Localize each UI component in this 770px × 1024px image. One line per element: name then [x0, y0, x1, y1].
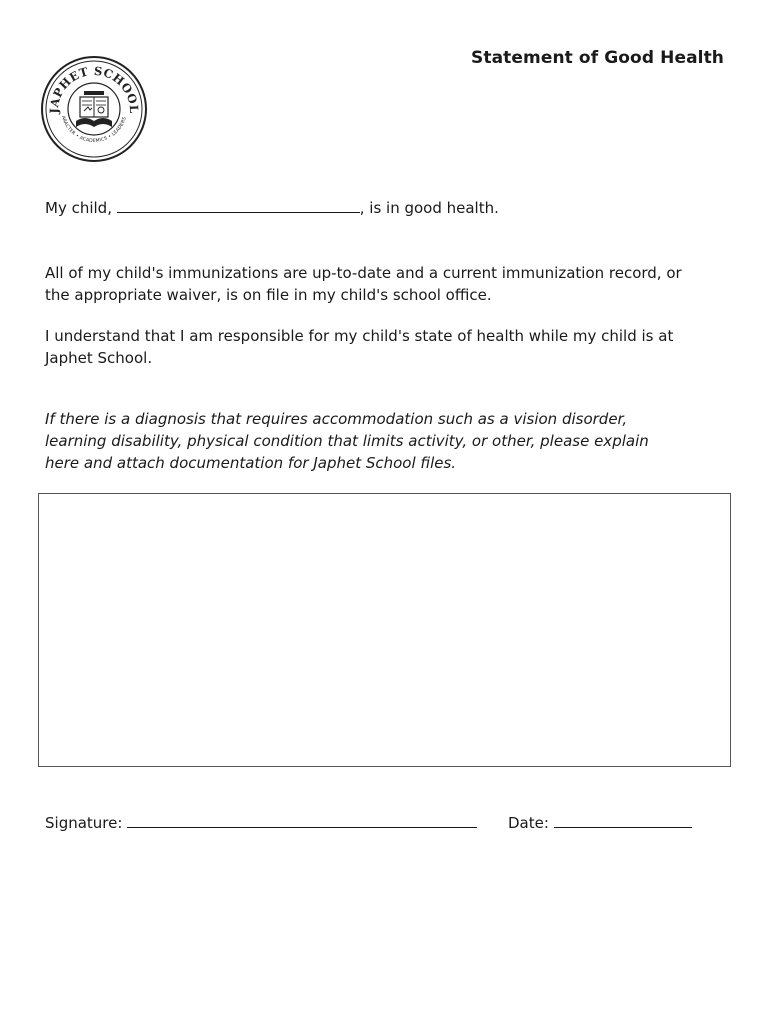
paragraph-line: I understand that I am responsible for my child's state of health while my child is at	[45, 327, 674, 345]
child-line-prefix: My child,	[45, 199, 117, 217]
child-name-field[interactable]	[117, 195, 360, 213]
seal-top-text: JAPHET SCHOOL	[46, 63, 142, 114]
responsibility-paragraph	[45, 325, 673, 369]
signature-row	[45, 810, 477, 834]
paragraph-line: here and attach documentation for Japhet School files.	[45, 454, 457, 472]
paragraph-line: learning disability, physical condition that limits activity, or other, please explain	[45, 432, 649, 450]
paragraph-line: the appropriate waiver, is on file in my child's school office.	[45, 286, 492, 304]
child-line-suffix: , is in good health.	[359, 199, 499, 217]
signature-field[interactable]	[127, 810, 477, 828]
paragraph-line: If there is a diagnosis that requires accommodation such as a vision disorder,	[45, 410, 628, 428]
date-label: Date:	[508, 814, 554, 832]
accommodation-instructions	[45, 408, 649, 474]
paragraph-line: Japhet School.	[45, 349, 153, 367]
school-seal-icon	[40, 55, 148, 163]
date-row	[508, 810, 692, 834]
date-field[interactable]	[554, 810, 692, 828]
child-health-statement	[45, 195, 499, 219]
page-title: Statement of Good Health	[471, 48, 724, 68]
immunization-paragraph	[45, 262, 682, 306]
signature-label: Signature:	[45, 814, 128, 832]
seal-bottom-text: ARACTER • ACADEMICS • LEADERS	[59, 115, 128, 144]
paragraph-line: All of my child's immunizations are up-to-date and a current immunization record, or	[45, 264, 682, 282]
accommodation-explanation-box[interactable]	[38, 493, 731, 767]
book-crest-icon	[76, 91, 112, 127]
